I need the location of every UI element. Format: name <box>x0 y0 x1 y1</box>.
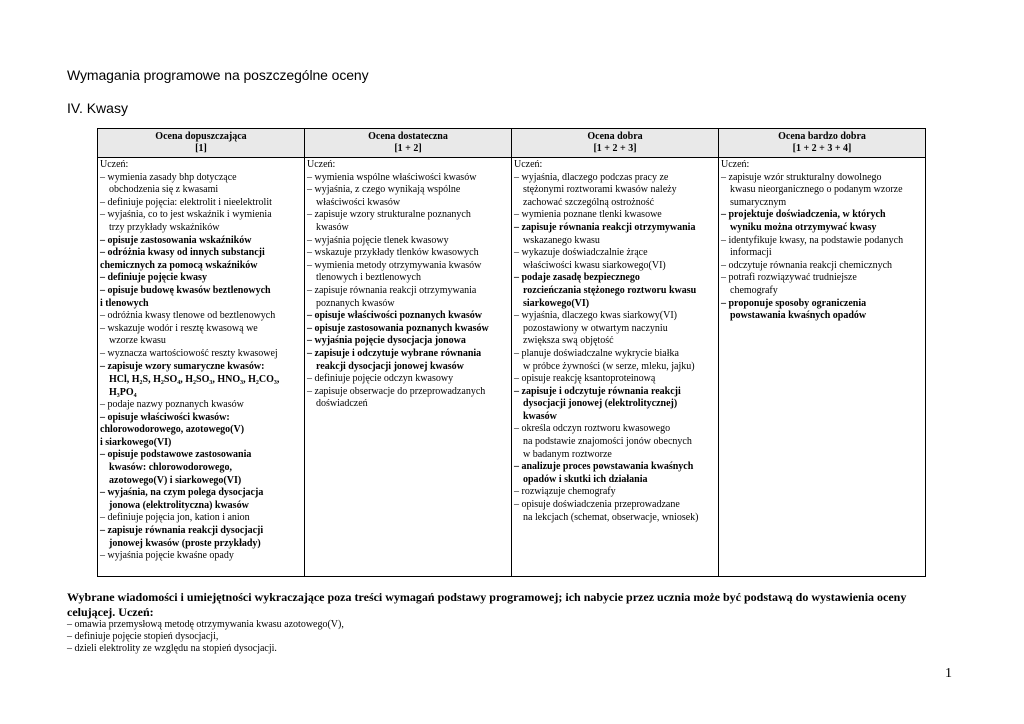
requirement-line: chemografy <box>730 284 778 296</box>
header-grade-name: Ocena dostateczna <box>368 130 448 142</box>
requirement-line: kwasów: chlorowodorowego, <box>109 462 232 474</box>
requirement-line: – opisuje zastosowania wskaźników <box>100 234 252 246</box>
extended-requirement-item: – omawia przemysłową metodę otrzymywania kwasu azotowego(V), <box>67 619 344 630</box>
requirement-line: – wskazuje przykłady tlenków kwasowych <box>307 247 479 259</box>
requirement-line: – podaje zasadę bezpiecznego <box>514 272 640 284</box>
requirement-line: – definiuje pojęcie kwasy <box>100 272 207 284</box>
student-label: Uczeń: <box>721 159 750 170</box>
requirement-line: – definiuje pojęcia: elektrolit i nieelektrolit <box>100 196 272 208</box>
requirement-line: – opisuje właściwości kwasów: <box>100 411 230 423</box>
requirement-list <box>721 172 923 323</box>
requirement-line: – odróżnia kwasy od innych substancji <box>100 247 265 259</box>
requirement-line: siarkowego(VI) <box>523 297 590 309</box>
requirement-line: chlorowodorowego, azotowego(V) <box>100 424 245 436</box>
requirement-line: w badanym roztworze <box>523 448 612 460</box>
requirement-line: – podaje nazwy poznanych kwasów <box>100 399 244 411</box>
requirement-line: jonowej kwasów (proste przykłady) <box>109 537 261 549</box>
requirement-line: – wymienia metody otrzymywania kwasów <box>307 259 482 271</box>
page-number: 1 <box>945 666 952 681</box>
requirement-line: – wskazuje wodór i resztę kwasową we <box>100 322 258 334</box>
requirement-line: wskazanego kwasu <box>523 234 600 246</box>
requirement-line: – opisuje reakcję ksantoproteinową <box>514 373 656 385</box>
requirement-list <box>100 172 302 563</box>
column-grade-4 <box>719 158 926 577</box>
requirement-line: w próbce żywności (w serze, mleku, jajku) <box>523 360 695 372</box>
requirement-line: właściwości kwasu siarkowego(VI) <box>523 259 666 271</box>
requirement-line: – analizuje proces powstawania kwaśnych <box>514 461 694 473</box>
requirement-line: – zapisuje wzory sumaryczne kwasów: <box>100 360 265 372</box>
student-label: Uczeń: <box>100 159 129 170</box>
header-grade-1 <box>98 129 305 158</box>
requirement-line: – projektuje doświadczenia, w których <box>721 209 886 221</box>
requirement-line: HCl, H₂S, H₂SO₄, H₂SO₃, HNO₃, H₂CO₃, <box>109 374 280 386</box>
page-title: Wymagania programowe na poszczególne oceny <box>67 67 369 83</box>
requirement-list <box>514 172 716 525</box>
requirement-line: – definiuje pojęcie odczyn kwasowy <box>307 373 454 385</box>
requirement-line: informacji <box>730 247 772 259</box>
header-grade-name: Ocena bardzo dobra <box>778 130 866 142</box>
requirement-line: – identyfikuje kwasy, na podstawie podanych <box>721 234 904 246</box>
requirement-line: – opisuje właściwości poznanych kwasów <box>307 310 483 322</box>
requirement-line: – opisuje podstawowe zastosowania <box>100 449 252 461</box>
requirement-line: – zapisuje i odczytuje wybrane równania <box>307 347 482 359</box>
requirement-line: – odczytuje równania reakcji chemicznych <box>721 259 893 271</box>
requirement-line: – zapisuje wzory strukturalne poznanych <box>307 209 471 221</box>
requirement-line: – opisuje doświadczenia przeprowadzane <box>514 499 680 511</box>
requirement-line: – opisuje zastosowania poznanych kwasów <box>307 322 489 334</box>
header-grade-range: [1 + 2 + 3] <box>593 143 637 154</box>
extended-requirement-item: – dzieli elektrolity ze względu na stopień dysocjacji. <box>67 643 277 654</box>
requirement-line: właściwości kwasów <box>316 196 401 208</box>
requirement-line: – wyjaśnia pojęcie dysocjacja jonowa <box>307 335 466 347</box>
requirement-line: – określa odczyn roztworu kwasowego <box>514 423 671 435</box>
column-grade-2 <box>305 158 512 577</box>
requirement-line: – wyjaśnia, co to jest wskaźnik i wymienia <box>100 209 272 221</box>
requirement-line: – wyjaśnia, na czym polega dysocjacja <box>100 487 264 499</box>
requirement-line: doświadczeń <box>316 398 368 410</box>
header-grade-name: Ocena dobra <box>587 130 643 142</box>
student-label: Uczeń: <box>514 159 543 170</box>
requirement-line: chemicznych za pomocą wskaźników <box>100 259 258 271</box>
requirement-line: – rozwiązuje chemografy <box>514 486 616 498</box>
requirement-line: – wyznacza wartościowość reszty kwasowej <box>100 347 278 359</box>
requirement-line: opadów i skutki ich działania <box>523 473 648 485</box>
extended-requirement-item: – definiuje pojęcie stopień dysocjacji, <box>67 631 219 642</box>
requirement-line: zwiększa swą objętość <box>523 335 614 347</box>
requirement-line: – wymienia zasady bhp dotyczące <box>100 171 237 183</box>
header-grade-range: [1 + 2] <box>394 143 422 154</box>
requirement-line: jonowa (elektrolityczna) kwasów <box>109 499 249 511</box>
requirement-line: – zapisuje wzór strukturalny dowolnego <box>721 171 882 183</box>
header-grade-range: [1 + 2 + 3 + 4] <box>792 143 852 154</box>
requirement-line: H₃PO₄ <box>109 387 137 399</box>
requirement-line: – wyjaśnia, dlaczego podczas pracy ze <box>514 171 669 183</box>
section-title: IV. Kwasy <box>67 100 128 116</box>
requirement-line: – wyjaśnia pojęcie tlenek kwasowy <box>307 234 449 246</box>
requirement-line: na podstawie znajomości jonów obecnych <box>523 436 692 448</box>
requirement-line: i tlenowych <box>100 297 149 309</box>
requirement-line: azotowego(V) i siarkowego(VI) <box>109 474 242 486</box>
requirement-line: – proponuje sposoby ograniczenia <box>721 297 867 309</box>
header-grade-3 <box>512 129 719 158</box>
requirement-line: – wyjaśnia pojęcie kwaśne opady <box>100 550 234 562</box>
requirement-line: kwasów <box>523 410 557 422</box>
requirements-table <box>97 128 926 577</box>
requirement-line: – zapisuje równania reakcji dysocjacji <box>100 525 264 537</box>
requirement-line: obchodzenia się z kwasami <box>109 184 219 196</box>
requirement-line: rozcieńczania stężonego roztworu kwasu <box>523 284 697 296</box>
extended-requirements-heading: Wybrane wiadomości i umiejętności wykraczające poza treści wymagań podstawy programowej; ich nabycie przez ucznia może być podstawą do wystawienia oceny celującej. Uczeń: <box>67 590 907 619</box>
student-label: Uczeń: <box>307 159 336 170</box>
requirement-line: – zapisuje równania reakcji otrzymywania <box>307 284 477 296</box>
requirement-line: trzy przykłady wskaźników <box>109 221 220 233</box>
header-grade-2 <box>305 129 512 158</box>
table-header-row <box>98 129 926 158</box>
requirement-line: wyniku można otrzymywać kwasy <box>730 221 877 233</box>
requirement-line: zachować szczególną ostrożność <box>523 196 655 208</box>
requirement-line: sumarycznym <box>730 196 787 208</box>
requirement-line: – wyjaśnia, dlaczego kwas siarkowy(VI) <box>514 310 678 322</box>
requirement-line: kwasów <box>316 221 349 233</box>
requirement-line: kwasu nieorganicznego o podanym wzorze <box>730 184 903 196</box>
requirement-line: – zapisuje obserwacje do przeprowadzanych <box>307 385 486 397</box>
requirement-line: pozostawiony w otwartym naczyniu <box>523 322 668 334</box>
requirement-line: – wymienia poznane tlenki kwasowe <box>514 209 662 221</box>
requirement-line: tlenowych i beztlenowych <box>316 272 421 284</box>
requirement-line: – planuje doświadczalne wykrycie białka <box>514 347 679 359</box>
requirement-line: wzorze kwasu <box>109 335 166 347</box>
requirement-line: – wykazuje doświadczalnie żrące <box>514 247 648 259</box>
column-grade-1 <box>98 158 305 577</box>
header-grade-4 <box>719 129 926 158</box>
header-grade-name: Ocena dopuszczająca <box>155 130 247 142</box>
requirement-line: i siarkowego(VI) <box>100 436 172 448</box>
requirement-line: – odróżnia kwasy tlenowe od beztlenowych <box>100 310 276 322</box>
requirement-line: – wymienia wspólne właściwości kwasów <box>307 171 477 183</box>
requirement-list <box>307 172 509 411</box>
requirement-line: – wyjaśnia, z czego wynikają wspólne <box>307 184 461 196</box>
header-grade-range: [1] <box>195 143 207 154</box>
requirement-line: poznanych kwasów <box>316 297 395 309</box>
requirement-line: na lekcjach (schemat, obserwacje, wniosek) <box>523 511 699 523</box>
requirement-line: dysocjacji jonowej (elektrolitycznej) <box>523 398 678 410</box>
requirement-line: – zapisuje równania reakcji otrzymywania <box>514 221 696 233</box>
requirement-line: – definiuje pojęcia jon, kation i anion <box>100 512 250 524</box>
requirement-line: – zapisuje i odczytuje równania reakcji <box>514 385 681 397</box>
requirement-line: – opisuje budowę kwasów beztlenowych <box>100 284 271 296</box>
table-body-row <box>98 158 926 577</box>
requirement-line: – potrafi rozwiązywać trudniejsze <box>721 272 857 284</box>
column-grade-3 <box>512 158 719 577</box>
requirement-line: reakcji dysocjacji jonowej kwasów <box>316 360 464 372</box>
requirement-line: powstawania kwaśnych opadów <box>730 310 867 322</box>
requirement-line: stężonymi roztworami kwasów należy <box>523 184 677 196</box>
